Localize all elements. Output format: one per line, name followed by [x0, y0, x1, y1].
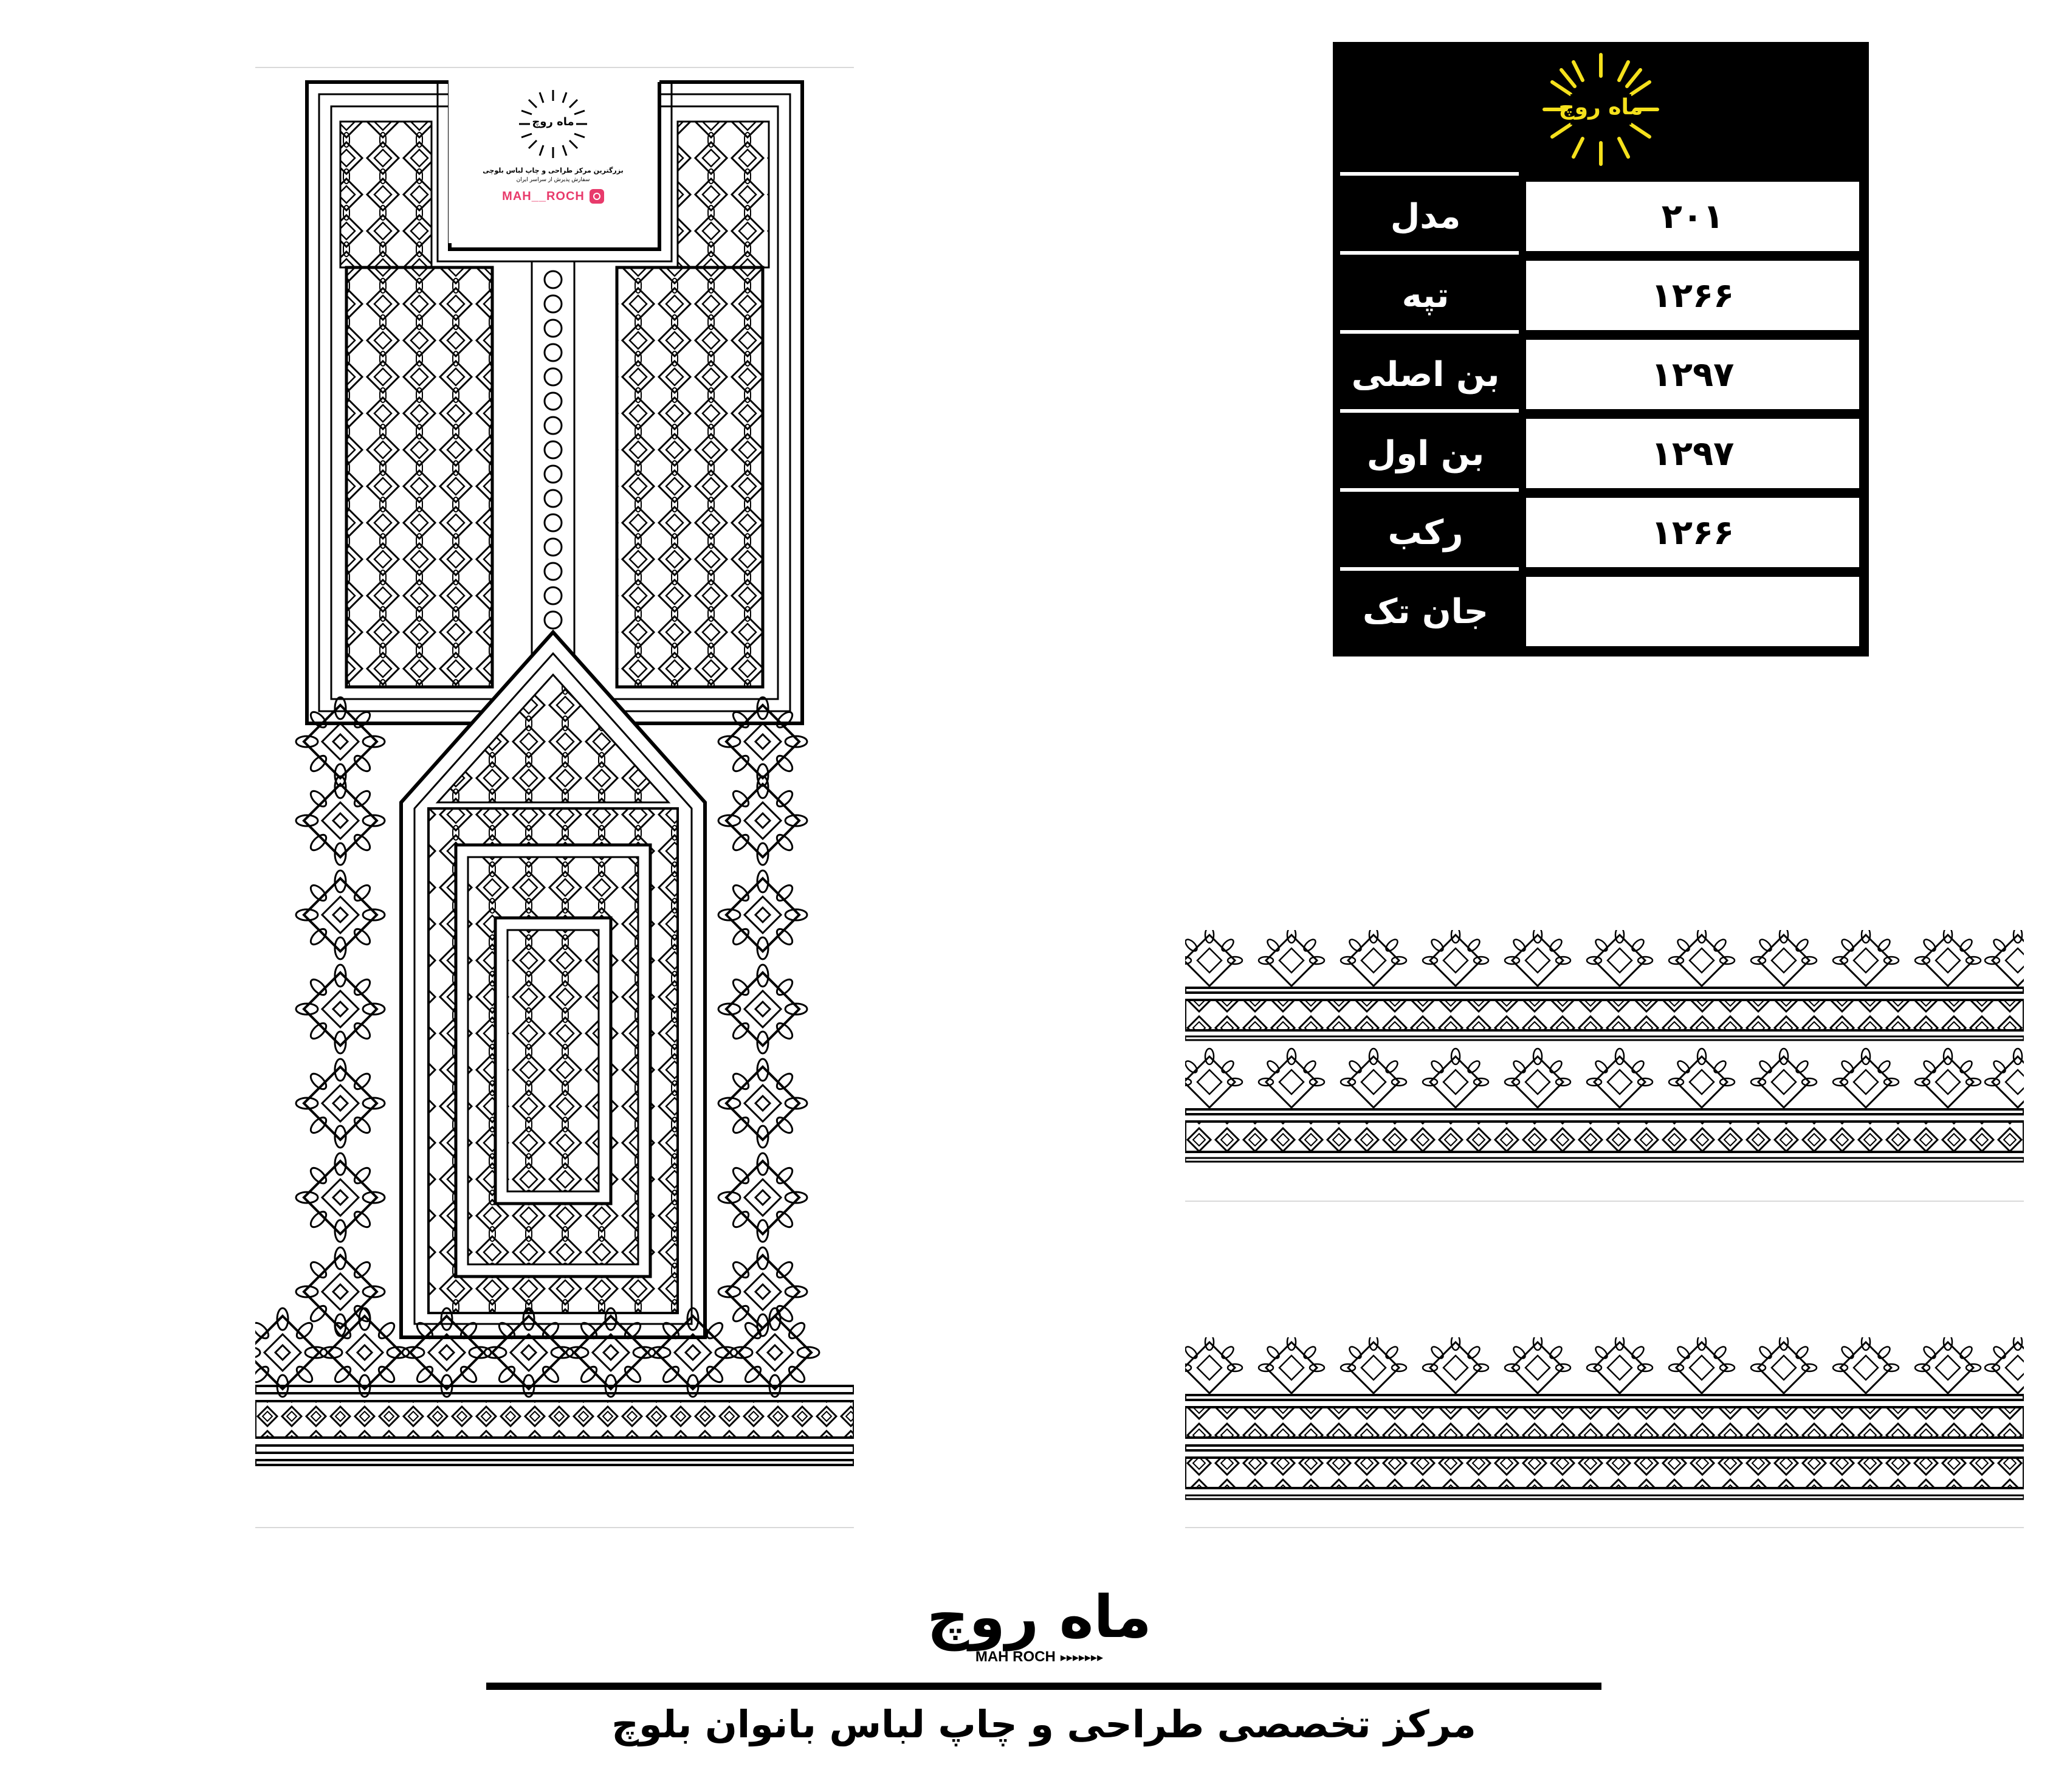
arrows-icon: ▸▸▸▸▸▸▸: [1060, 1650, 1104, 1664]
brand-logo-sun: [1537, 49, 1665, 170]
spec-row-main-base: [1333, 335, 1869, 414]
hem-border-strip: [1185, 1337, 2024, 1514]
row-separator: [1340, 251, 1519, 255]
sleeve-border-strip-pair: [1185, 930, 2024, 1173]
spec-value: [1526, 577, 1859, 646]
spec-row-jantak: [1333, 572, 1869, 651]
dress-embroidery-pattern: [255, 67, 854, 1526]
instagram-icon: [590, 189, 604, 204]
label-instagram-text: MAH__ROCH: [502, 189, 585, 203]
spec-label: مدل: [1390, 196, 1461, 236]
label-line-1: بزرگترین مرکز طراحی و چاپ لباس بلوچی: [483, 167, 624, 174]
spec-label: بن اول: [1366, 433, 1485, 474]
spec-value: ۱۲۶۶: [1526, 261, 1859, 330]
footer-tagline: مرکز تخصصی طراحی و چاپ لباس بانوان بلوچ: [611, 1702, 1476, 1746]
bottom-guide-line: [255, 1527, 854, 1528]
spec-value: ۱۲۹۷: [1526, 340, 1859, 409]
footer-brand-logo: [912, 1583, 1167, 1672]
label-instagram: [449, 189, 658, 204]
spec-header: [1333, 42, 1869, 177]
spec-row-first-base: [1333, 414, 1869, 493]
label-logo-text: ماه روچ: [532, 115, 574, 128]
spec-label: رکب: [1388, 512, 1463, 553]
spec-label: تپه: [1402, 275, 1450, 315]
neckline-label-card: [449, 79, 658, 243]
spec-label: بن اصلی: [1351, 354, 1500, 395]
label-line-2: سفارش پذیرش از سراسر ایران: [516, 177, 590, 183]
spec-label: جان تک: [1362, 591, 1489, 632]
row-separator: [1340, 488, 1519, 492]
row-separator: [1340, 409, 1519, 413]
spec-row-rekab: [1333, 493, 1869, 572]
row-separator: [1340, 567, 1519, 571]
strip-bottom-guide-line: [1185, 1527, 2024, 1528]
spec-value: ۲۰۱: [1526, 182, 1859, 251]
label-logo-sunburst: [517, 88, 590, 160]
row-separator: [1340, 330, 1519, 334]
footer-rule: [486, 1683, 1601, 1690]
spec-value: ۱۲۶۶: [1526, 498, 1859, 567]
brand-logo-sun-text: ماه روچ: [1558, 95, 1643, 120]
footer-logo-fa: ماه روچ: [927, 1583, 1152, 1651]
footer-logo-en: MAH ROCH: [975, 1649, 1056, 1665]
strip-guide-line: [1185, 1201, 2024, 1202]
spec-row-model: [1333, 177, 1869, 256]
footer-logo-en-row: [912, 1649, 1167, 1666]
row-separator: [1340, 172, 1519, 176]
spec-value: ۱۲۹۷: [1526, 419, 1859, 488]
spec-table: [1333, 42, 1869, 656]
spec-row-tepe: [1333, 256, 1869, 335]
